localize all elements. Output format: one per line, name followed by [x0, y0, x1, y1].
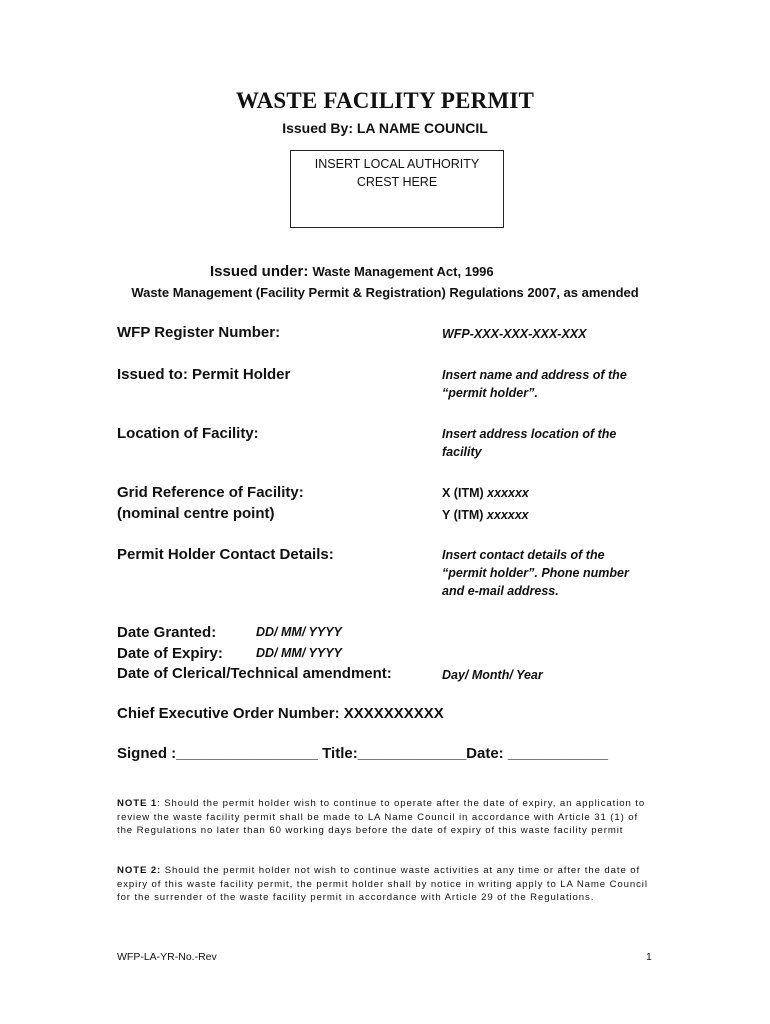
location-value-2: facility — [442, 445, 482, 459]
grid-y-number: xxxxxx — [486, 508, 529, 522]
crest-line-2: CREST HERE — [356, 175, 438, 189]
date-expiry-label: Date of Expiry: — [117, 645, 223, 662]
grid-x-value — [442, 484, 529, 502]
date-expiry-value: DD/ MM/ YYYY — [256, 646, 342, 660]
note-1-label: NOTE 1 — [117, 798, 158, 809]
contact-value-3: and e-mail address. — [442, 584, 559, 598]
note-2-label: NOTE 2: — [117, 865, 162, 876]
grid-y-prefix: Y (ITM) — [442, 508, 484, 522]
page-number: 1 — [646, 951, 652, 963]
note-1 — [117, 797, 654, 838]
date-amendment-value: Day/ Month/ Year — [442, 668, 543, 682]
crest-line-1: INSERT LOCAL AUTHORITY — [314, 157, 480, 171]
note-1-text: : Should the permit holder wish to continue to operate after the date of expiry, an application to review the waste facility permit shall be made to LA Name Council in accordance with Article 31 (1) of the Regulations no later than 60 working days before the date of expiry of this waste facility permit — [117, 798, 646, 837]
issued-to-value-1: Insert name and address of the — [442, 368, 627, 382]
note-2 — [117, 864, 654, 905]
grid-x-number: xxxxxx — [487, 486, 529, 500]
grid-reference-sublabel: (nominal centre point) — [117, 505, 275, 522]
grid-y-value — [442, 506, 529, 524]
location-value-1: Insert address location of the — [442, 427, 617, 441]
regulations: Waste Management (Facility Permit & Registration) Regulations 2007, as amended — [131, 285, 639, 300]
ceo-order-number: Chief Executive Order Number: XXXXXXXXXX — [117, 705, 444, 722]
issued-under — [210, 263, 494, 280]
issued-under-act: Waste Management Act, 1996 — [312, 264, 494, 279]
register-number-label: WFP Register Number: — [117, 324, 281, 341]
date-granted-value: DD/ MM/ YYYY — [256, 625, 342, 639]
issued-under-label: Issued under: — [210, 263, 309, 280]
location-label: Location of Facility: — [117, 425, 259, 442]
issued-by: Issued By: LA NAME COUNCIL — [282, 120, 488, 136]
date-granted-label: Date Granted: — [117, 624, 217, 641]
grid-x-prefix: X (ITM) — [442, 486, 484, 500]
register-number-value: WFP-XXX-XXX-XXX-XXX — [442, 327, 587, 341]
footer-reference: WFP-LA-YR-No.-Rev — [117, 951, 217, 963]
grid-reference-label: Grid Reference of Facility: — [117, 484, 304, 501]
note-2-text: Should the permit holder not wish to continue waste activities at any time or after the date of expiry of this waste facility permit, the permit holder shall by notice in writing apply to LA Name Council for the surrender of the waste facility permit in accordance with Article 29 of the Regulations. — [117, 865, 648, 904]
contact-details-label: Permit Holder Contact Details: — [117, 546, 334, 563]
contact-value-2: “permit holder”. Phone number — [442, 566, 629, 580]
document-title: WASTE FACILITY PERMIT — [235, 88, 535, 113]
date-amendment-label: Date of Clerical/Technical amendment: — [117, 665, 392, 682]
signature-line: Signed :_________________ Title:_____________Date: ____________ — [117, 745, 608, 762]
crest-placeholder-box — [290, 150, 504, 228]
issued-to-label: Issued to: Permit Holder — [117, 366, 291, 383]
contact-value-1: Insert contact details of the — [442, 548, 605, 562]
issued-to-value-2: “permit holder”. — [442, 386, 538, 400]
